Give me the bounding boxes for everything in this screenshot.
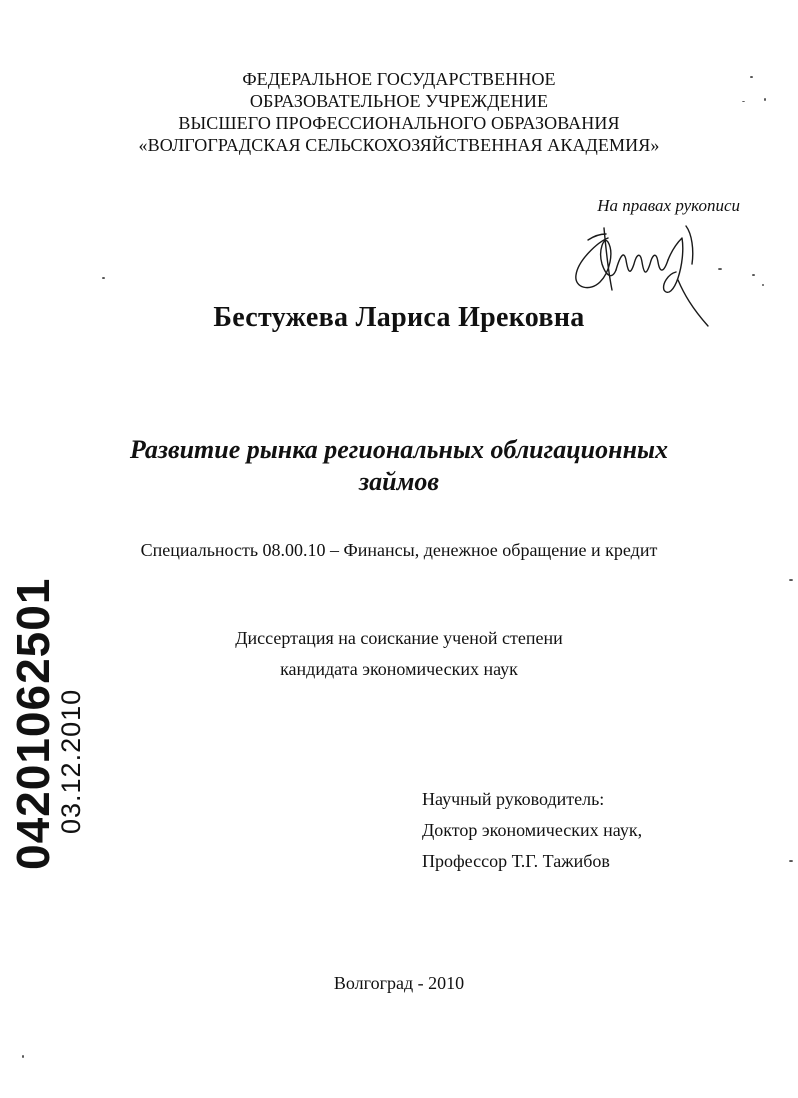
degree-line-2: кандидата экономических наук [280, 659, 518, 679]
institution-line-1: ФЕДЕРАЛЬНОЕ ГОСУДАРСТВЕННОЕ [242, 69, 556, 89]
scan-speck [789, 860, 793, 862]
dissertation-title-line-1: Развитие рынка региональных облигационных [129, 435, 669, 464]
degree-statement [0, 623, 798, 685]
scan-speck [102, 277, 105, 279]
scan-speck [789, 579, 793, 581]
scan-speck [750, 76, 753, 78]
scan-speck [742, 101, 745, 102]
manuscript-rights-note: На правах рукописи [597, 196, 740, 215]
library-stamp-date: 03.12.2010 [56, 688, 86, 834]
supervisor-name: Профессор Т.Г. Тажибов [422, 851, 610, 871]
supervisor-block [422, 784, 642, 877]
degree-line-1: Диссертация на соискание ученой степени [235, 628, 563, 648]
supervisor-degree: Доктор экономических наук, [422, 820, 643, 840]
dissertation-title [0, 434, 798, 498]
scan-speck [762, 284, 764, 286]
library-stamp-code: 04201062501 [7, 577, 59, 870]
supervisor-label: Научный руководитель: [422, 789, 605, 809]
scan-speck [718, 268, 722, 270]
institution-line-2: ОБРАЗОВАТЕЛЬНОЕ УЧРЕЖДЕНИЕ [249, 91, 549, 111]
scan-speck [752, 274, 755, 276]
institution-header [0, 68, 798, 156]
author-name: Бестужева Лариса Ирековна [213, 302, 585, 333]
scan-speck [764, 98, 766, 101]
dissertation-title-line-2: займов [358, 467, 440, 496]
scan-speck [22, 1055, 24, 1058]
city-year: Волгоград - 2010 [333, 973, 465, 993]
institution-line-3: ВЫСШЕГО ПРОФЕССИОНАЛЬНОГО ОБРАЗОВАНИЯ [178, 113, 620, 133]
institution-line-4: «ВОЛГОГРАДСКАЯ СЕЛЬСКОХОЗЯЙСТВЕННАЯ АКАДЕМИЯ» [138, 135, 660, 155]
specialty-line: Специальность 08.00.10 – Финансы, денежное обращение и кредит [140, 540, 658, 560]
